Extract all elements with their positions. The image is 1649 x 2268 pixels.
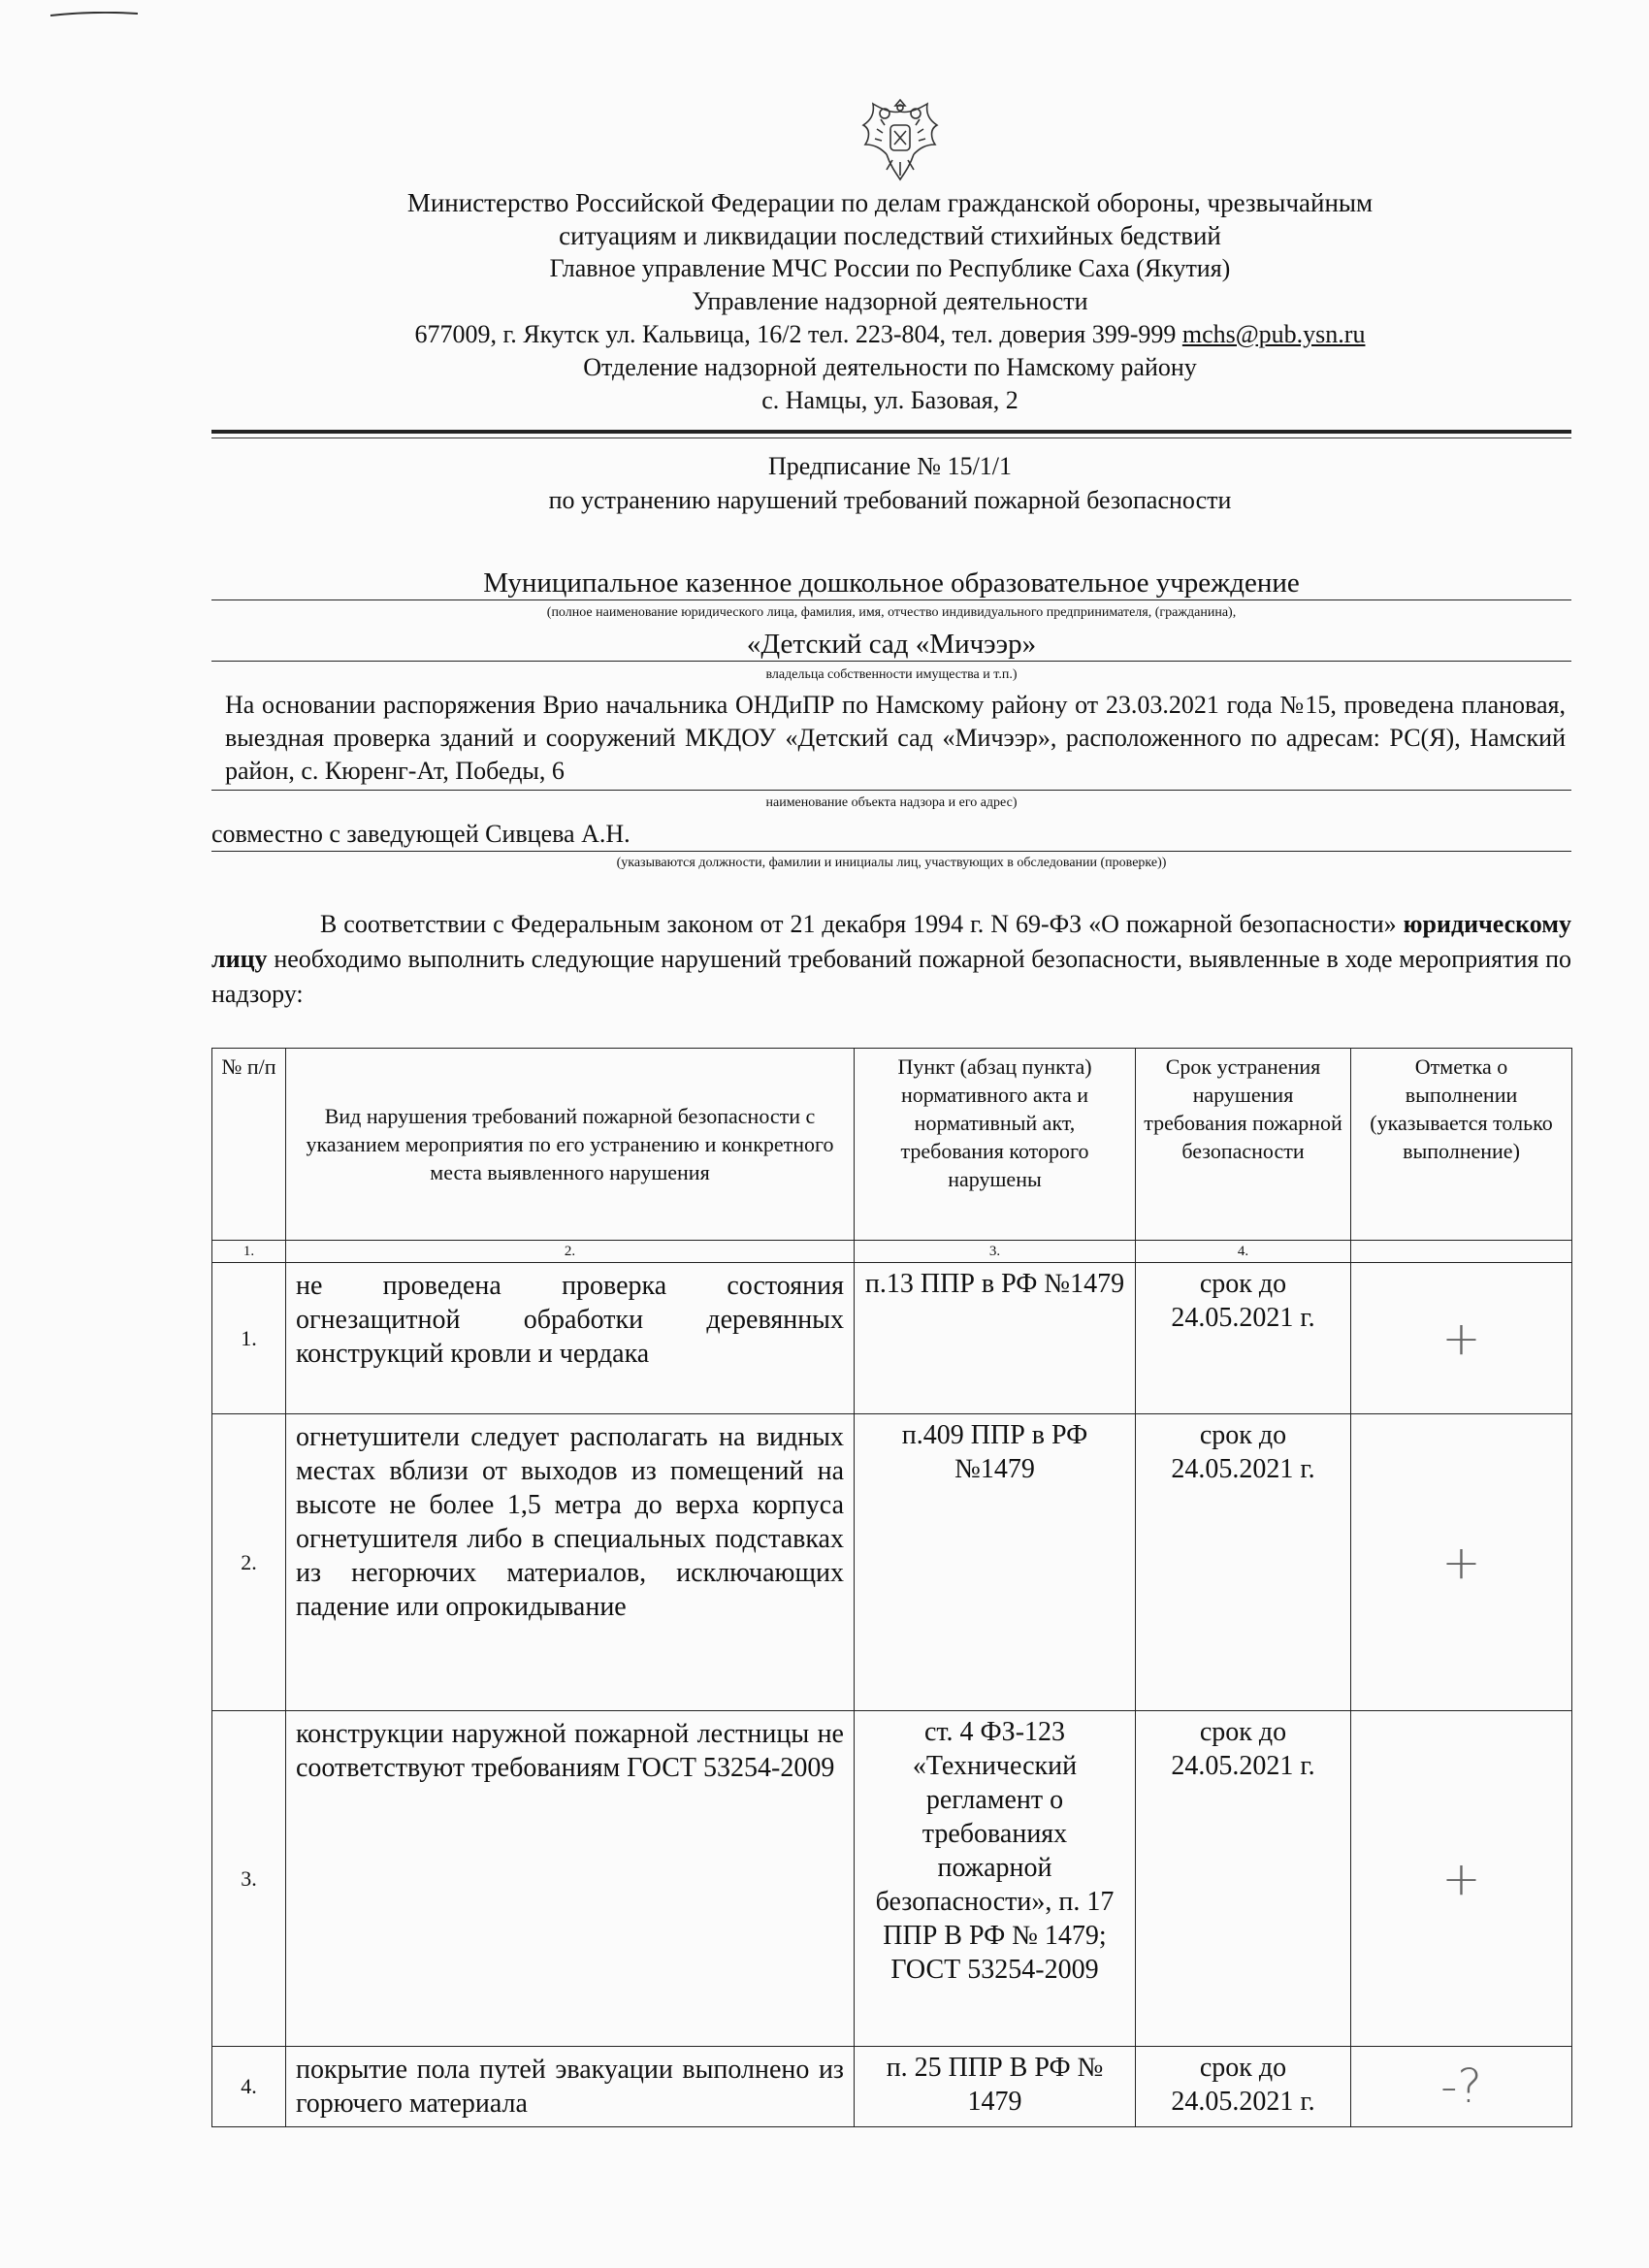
basis-underline xyxy=(211,790,1571,791)
document-title xyxy=(209,449,1571,517)
entity-caption-1: (полное наименование юридического лица, фамилия, имя, отчество индивидуального предпринимателя, (гражданина), xyxy=(546,605,1237,620)
participants-caption: (указываются должности, фамилии и инициалы лиц, участвующих в обследовании (проверке)) xyxy=(616,856,1167,870)
col-number: 2. xyxy=(286,1241,855,1263)
table-header-row xyxy=(212,1049,1572,1241)
email-link[interactable]: mchs@pub.ysn.ru xyxy=(1181,320,1366,348)
row-completion-mark: + xyxy=(1351,1414,1572,1711)
header-divider-thin xyxy=(211,437,1571,438)
row-num: 3. xyxy=(212,1711,286,2047)
header-clause: Пункт (абзац пункта) нормативного акта и нормативный акт, требования которого нарушены xyxy=(855,1049,1136,1241)
header-violation: Вид нарушения требований пожарной безопасности с указанием мероприятия по его устранению и конкретного места выявленного нарушения xyxy=(286,1049,855,1241)
branch-name: Отделение надзорной деятельности по Намскому району xyxy=(583,353,1197,381)
entity-caption-2: владельца собственности имущества и т.п.) xyxy=(765,667,1018,682)
row-violation: конструкции наружной пожарной лестницы не соответствуют требованиям ГОСТ 53254-2009 xyxy=(286,1711,855,2047)
row-num: 1. xyxy=(212,1263,286,1414)
row-deadline: срок до 24.05.2021 г. xyxy=(1136,2047,1351,2127)
ministry-line-2: ситуациям и ликвидации последствий стихийных бедствий xyxy=(559,221,1221,250)
row-clause: п.13 ППР в РФ №1479 xyxy=(855,1263,1136,1414)
basis-caption: наименование объекта надзора и его адрес) xyxy=(765,795,1018,810)
col-number: 3. xyxy=(855,1241,1136,1263)
col-number: 4. xyxy=(1136,1241,1351,1263)
header-divider-thick xyxy=(211,430,1571,434)
participants: совместно с заведующей Сивцева А.Н. xyxy=(211,820,1571,852)
column-numbers-row xyxy=(212,1241,1572,1263)
main-directorate: Главное управление МЧС России по Республике Саха (Якутия) xyxy=(549,254,1231,282)
inspection-basis: На основании распоряжения Врио начальника ОНДиПР по Намскому району от 23.03.2021 года №15, проведена плановая, выездная проверка зданий и сооружений МКДОУ «Детский сад «Мичээр», расположенного по адресам: РС(Я), Намский район, с. Кюренг-Ат, Победы, 6 xyxy=(225,691,1566,785)
header-deadline: Срок устранения нарушения требования пожарной безопасности xyxy=(1136,1049,1351,1241)
intro-paragraph xyxy=(211,907,1571,1012)
department: Управление надзорной деятельности xyxy=(692,287,1088,315)
row-deadline: срок до 24.05.2021 г. xyxy=(1136,1414,1351,1711)
order-number: Предписание № 15/1/1 xyxy=(767,452,1013,480)
intro-bold: юридическому лицу xyxy=(211,910,1571,973)
address-line xyxy=(209,318,1571,351)
row-deadline: срок до 24.05.2021 г. xyxy=(1136,1711,1351,2047)
intro-part-1: В соответствии с Федеральным законом от 21 декабря 1994 г. N 69-ФЗ «О пожарной безопасности» xyxy=(320,910,1404,938)
row-completion-mark: -? xyxy=(1351,2047,1572,2127)
col-number xyxy=(1351,1241,1572,1263)
table-row xyxy=(212,1711,1572,2047)
order-subject: по устранению нарушений требований пожарной безопасности xyxy=(548,486,1232,514)
address-text: 677009, г. Якутск ул. Кальвица, 16/2 тел. 223-804, тел. доверия 399-999 xyxy=(414,320,1177,348)
table-row xyxy=(212,2047,1572,2127)
ministry-line-1: Министерство Российской Федерации по делам гражданской обороны, чрезвычайным xyxy=(406,188,1374,217)
intro-part-2: необходимо выполнить следующие нарушений требований пожарной безопасности, выявленные в ходе мероприятия по надзору: xyxy=(211,945,1571,1008)
row-completion-mark: + xyxy=(1351,1711,1572,2047)
russian-coat-of-arms-icon xyxy=(854,92,947,185)
col-number: 1. xyxy=(212,1241,286,1263)
header-num: № п/п xyxy=(212,1049,286,1241)
row-violation: не проведена проверка состояния огнезащитной обработки деревянных конструкций кровли и чердака xyxy=(286,1263,855,1414)
row-clause: п.409 ППР в РФ №1479 xyxy=(855,1414,1136,1711)
row-num: 4. xyxy=(212,2047,286,2127)
table-row xyxy=(212,1263,1572,1414)
row-clause: п. 25 ППР В РФ № 1479 xyxy=(855,2047,1136,2127)
header-mark: Отметка о выполнении (указывается только выполнение) xyxy=(1351,1049,1572,1241)
row-clause: ст. 4 ФЗ-123 «Технический регламент о требованиях пожарной безопасности», п. 17 ППР В РФ № 1479; ГОСТ 53254-2009 xyxy=(855,1711,1136,2047)
entity-name-line-1: Муниципальное казенное дошкольное образовательное учреждение xyxy=(211,567,1571,600)
agency-header xyxy=(209,186,1571,417)
branch-address: с. Намцы, ул. Базовая, 2 xyxy=(761,386,1018,414)
row-num: 2. xyxy=(212,1414,286,1711)
row-deadline: срок до 24.05.2021 г. xyxy=(1136,1263,1351,1414)
row-violation: огнетушители следует располагать на видных местах вблизи от выходов из помещений на высоте не более 1,5 метра до верха корпуса огнетушителя либо в специальных подставках из негорючих материалов, исключающих падение или опрокидывание xyxy=(286,1414,855,1711)
entity-name-line-2: «Детский сад «Мичээр» xyxy=(211,629,1571,662)
pen-stroke-icon xyxy=(50,12,138,16)
table-row xyxy=(212,1414,1572,1711)
row-violation: покрытие пола путей эвакуации выполнено из горючего материала xyxy=(286,2047,855,2127)
row-completion-mark: + xyxy=(1351,1263,1572,1414)
violations-table xyxy=(211,1048,1572,2127)
